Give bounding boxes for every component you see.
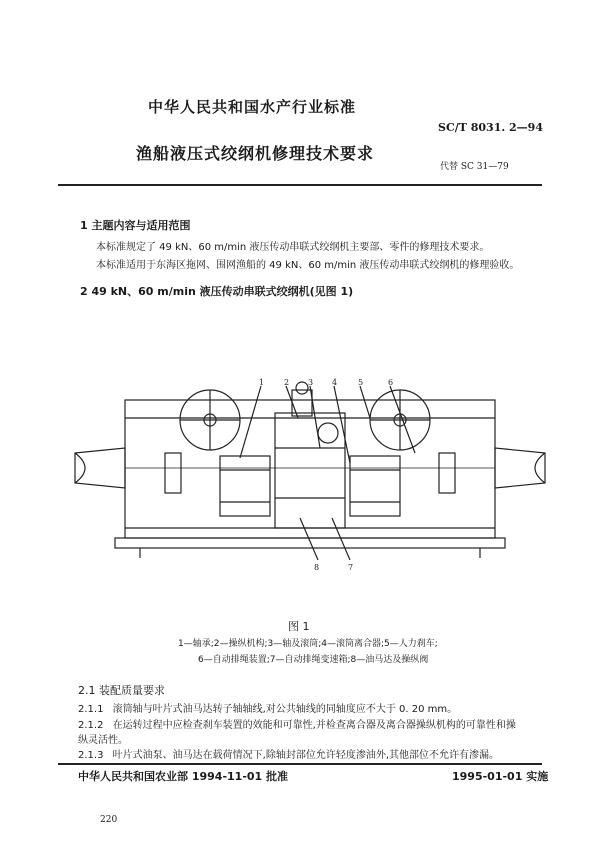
- standard-type-heading: 中华人民共和国水产行业标准: [148, 98, 357, 116]
- section-1-para-2: 本标准适用于东海区拖网、围网渔船的 49 kN、60 m/min 液压传动串联式绞纲机的修理验收。: [96, 260, 520, 271]
- section-1-para-1: 本标准规定了 49 kN、60 m/min 液压传动串联式绞纲机主要部、零件的修理技术要求。: [96, 242, 490, 253]
- callout-6: 6: [388, 378, 394, 387]
- standard-code: SC/T 8031. 2—94: [438, 121, 543, 134]
- footer-rule: [58, 763, 542, 765]
- winch-drawing: [70, 378, 550, 578]
- effective-date: 1995-01-01 实施: [452, 770, 549, 783]
- item-text: 叶片式油泵、油马达在载荷情况下,除轴封部位允许轻度渗油外,其他部位不允许有渗漏。: [112, 750, 499, 761]
- winch-base: [115, 538, 505, 548]
- item-number: 2.1.3: [78, 750, 104, 761]
- item-text: 纵灵活性。: [78, 735, 128, 746]
- auto-spooling-gear: [318, 423, 338, 443]
- figure-legend-line-2: 6—自动排绳装置;7—自动排绳变速箱;8—油马达及操纵阀: [198, 655, 429, 665]
- callout-1: 1: [259, 378, 265, 387]
- item-text: 滚筒轴与叶片式油马达转子轴轴线,对公共轴线的同轴度应不大于 0. 20 mm。: [112, 704, 458, 715]
- item-2-1-1: [78, 700, 457, 715]
- item-2-1-2: [78, 716, 516, 731]
- hydraulic-motor-housing: [275, 413, 345, 528]
- right-warping-head: [495, 448, 545, 488]
- left-drum: [220, 456, 270, 516]
- callout-7: 7: [348, 563, 354, 572]
- replaces-note: 代替 SC 31—79: [440, 162, 509, 172]
- item-number: 2.1.2: [78, 720, 104, 731]
- left-bearing: [165, 453, 181, 493]
- header-rule: [58, 184, 542, 186]
- section-2-heading: 2 49 kN、60 m/min 液压传动串联式绞纲机(见图 1): [80, 285, 354, 298]
- winch-drawing-svg: [70, 378, 550, 578]
- item-2-1-2-continued: [78, 731, 128, 746]
- document-title: 渔船液压式绞纲机修理技术要求: [136, 144, 375, 163]
- page-number: 220: [100, 815, 118, 825]
- figure-title: 图 1: [288, 620, 310, 633]
- item-number: 2.1.1: [78, 704, 104, 715]
- section-2-1-heading: 2.1 装配质量要求: [78, 684, 165, 697]
- item-2-1-3: [78, 746, 499, 761]
- left-warping-head: [75, 448, 125, 488]
- callout-4: 4: [332, 378, 338, 387]
- item-text: 在运转过程中应检查刹车装置的效能和可靠性,并检查离合器及离合器操纵机构的可靠性和操: [112, 720, 516, 731]
- section-1-heading: 1 主题内容与适用范围: [80, 219, 191, 232]
- callout-5: 5: [358, 378, 364, 387]
- right-bearing: [439, 453, 455, 493]
- figure-legend-line-1: 1—轴承;2—操纵机构;3—轴及滚筒;4—滚筒离合器;5—人力刹车;: [178, 639, 438, 649]
- right-drum: [350, 456, 400, 516]
- approval-issuer: 中华人民共和国农业部 1994-11-01 批准: [78, 770, 289, 783]
- callout-2: 2: [284, 378, 290, 387]
- callout-3: 3: [308, 378, 314, 387]
- callout-8: 8: [314, 563, 320, 572]
